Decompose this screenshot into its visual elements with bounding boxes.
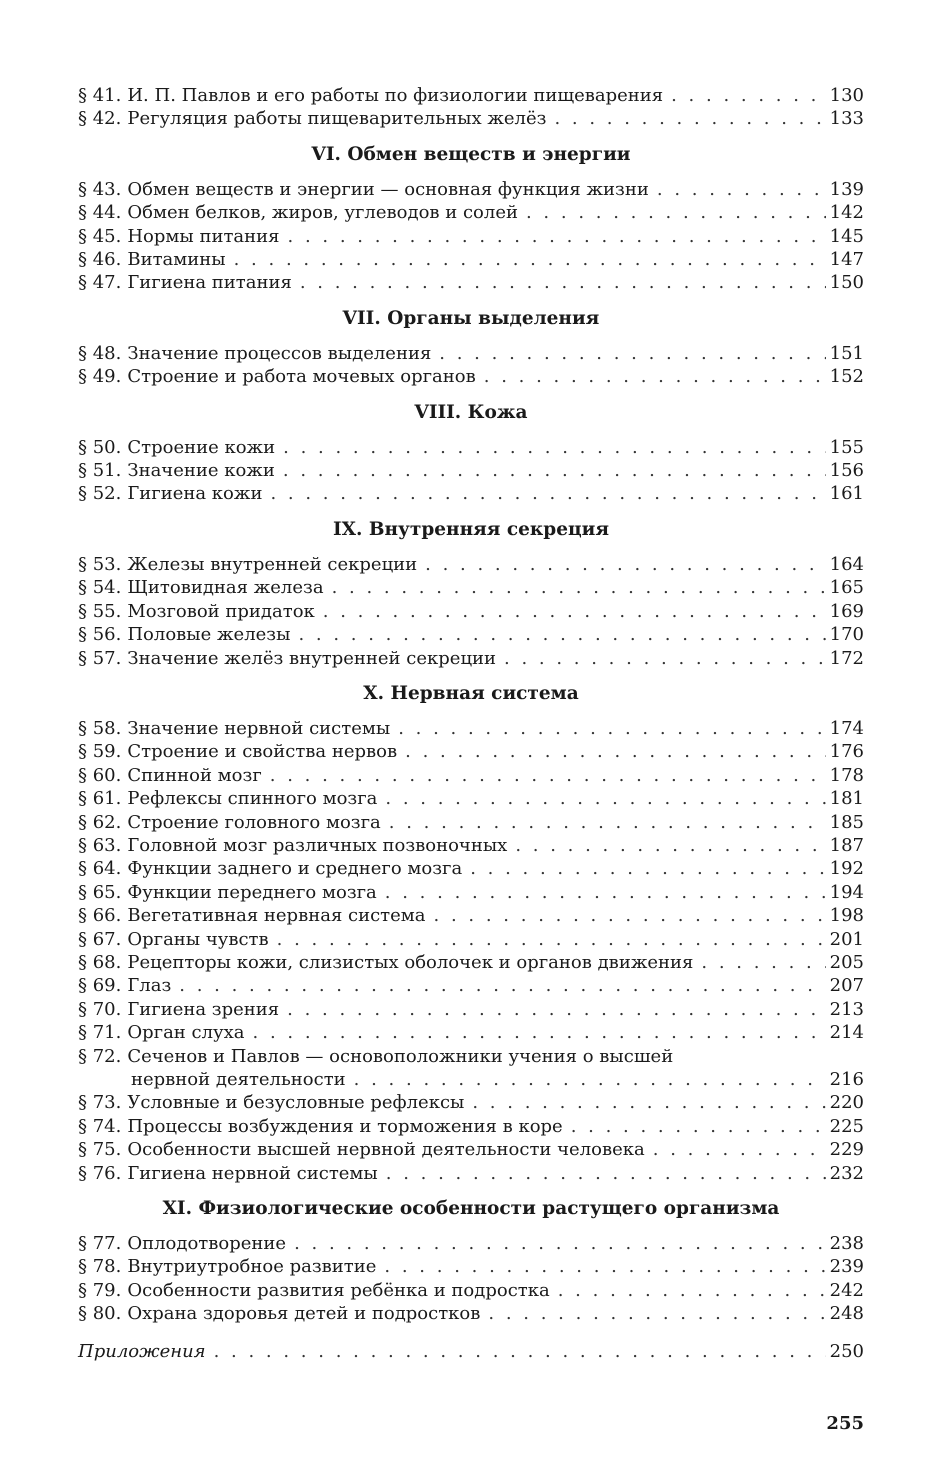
toc-entry[interactable] (78, 717, 864, 740)
entry-page: 207 (829, 975, 864, 997)
dot-leader (294, 1232, 826, 1255)
toc-entry[interactable] (78, 1255, 864, 1278)
entry-number: § 59. (78, 741, 122, 763)
entry-page: 170 (829, 624, 864, 646)
toc-entry[interactable] (78, 1138, 864, 1161)
toc-entry[interactable] (78, 857, 864, 880)
entry-number: § 62. (78, 811, 122, 833)
entry-page: 201 (829, 928, 864, 950)
entry-title: Значение кожи (127, 460, 275, 482)
toc-entry[interactable] (78, 201, 864, 224)
toc-entry[interactable] (78, 1302, 864, 1325)
entry-number: § 55. (78, 600, 122, 622)
entry-number: § 60. (78, 764, 122, 786)
toc-entry[interactable] (78, 764, 864, 787)
entry-title: Особенности высшей нервной деятельности человека (127, 1139, 645, 1161)
entry-page: 229 (829, 1139, 864, 1161)
entry-number: § 79. (78, 1279, 122, 1301)
entry-number: § 51. (78, 460, 122, 482)
toc-entry[interactable] (78, 904, 864, 927)
entry-number: § 57. (78, 647, 122, 669)
dot-leader (277, 928, 826, 951)
dot-leader (488, 1302, 825, 1325)
toc-entry[interactable] (78, 107, 864, 130)
toc-entry[interactable] (78, 84, 864, 107)
entry-number: § 74. (78, 1115, 122, 1137)
entry-title: Вегетативная нервная система (127, 905, 426, 927)
toc-entry[interactable] (78, 482, 864, 505)
toc-entry[interactable] (78, 178, 864, 201)
entry-title: Глаз (127, 975, 172, 997)
entry-title: Значение желёз внутренней секреции (127, 647, 497, 669)
entry-title: Строение кожи (127, 436, 276, 458)
dot-leader (701, 951, 825, 974)
section-title: VI. Обмен веществ и энергии (311, 143, 631, 165)
toc-entry[interactable] (78, 459, 864, 482)
toc-entry[interactable] (78, 951, 864, 974)
entry-number: § 49. (78, 366, 122, 388)
entry-number: § 72. (78, 1045, 122, 1067)
dot-leader (425, 553, 826, 576)
dot-leader (214, 1340, 826, 1363)
entry-page: 239 (829, 1256, 864, 1278)
dot-leader (472, 1091, 825, 1114)
entry-title: Рецепторы кожи, слизистых оболочек и органов движения (127, 951, 694, 973)
section-title: IX. Внутренняя секреция (332, 518, 610, 540)
appendix-page: 250 (829, 1340, 864, 1362)
spacer (78, 1326, 864, 1340)
toc-entry[interactable] (78, 740, 864, 763)
dot-leader (253, 1021, 826, 1044)
entry-title: Внутриутробное развитие (127, 1256, 377, 1278)
dot-leader (434, 904, 826, 927)
dot-leader (504, 647, 826, 670)
dot-leader (298, 623, 825, 646)
table-of-contents (78, 84, 864, 1363)
entry-number: § 73. (78, 1092, 122, 1114)
entry-page: 152 (829, 366, 864, 388)
toc-entry[interactable] (78, 647, 864, 670)
entry-page: 205 (829, 951, 864, 973)
entry-page: 214 (829, 1022, 864, 1044)
entry-page: 242 (829, 1279, 864, 1301)
dot-leader (354, 1068, 826, 1091)
entry-number: § 76. (78, 1162, 122, 1184)
entry-title: Мозговой придаток (127, 600, 315, 622)
entry-page: 169 (829, 600, 864, 622)
entry-title: Строение и работа мочевых органов (127, 366, 476, 388)
dot-leader (470, 857, 825, 880)
entry-number: § 52. (78, 483, 122, 505)
entry-title: Функции заднего и среднего мозга (127, 858, 463, 880)
entry-title: Орган слуха (127, 1022, 245, 1044)
dot-leader (287, 998, 825, 1021)
entry-number: § 64. (78, 858, 122, 880)
entry-page: 178 (829, 764, 864, 786)
section-title: VII. Органы выделения (342, 307, 600, 329)
entry-title: Гигиена нервной системы (127, 1162, 378, 1184)
page-number: 255 (826, 1413, 864, 1434)
entry-title-continuation: нервной деятельности (131, 1069, 346, 1090)
dot-leader (571, 1115, 826, 1138)
entry-number: § 70. (78, 998, 122, 1020)
dot-leader (439, 342, 825, 365)
entry-title: Строение головного мозга (127, 811, 381, 833)
toc-entry[interactable] (78, 998, 864, 1021)
entry-title: Щитовидная железа (127, 577, 324, 599)
entry-title: Половые железы (127, 624, 291, 646)
toc-entry[interactable] (78, 787, 864, 810)
entry-title: Значение нервной системы (127, 717, 391, 739)
dot-leader (386, 1162, 826, 1185)
entry-page: 194 (829, 881, 864, 903)
dot-leader (385, 787, 825, 810)
dot-leader (515, 834, 825, 857)
entry-title: Витамины (127, 249, 226, 271)
toc-entry[interactable] (78, 342, 864, 365)
entry-number: § 61. (78, 788, 122, 810)
entry-page: 176 (829, 741, 864, 763)
dot-leader (389, 811, 826, 834)
dot-leader (554, 107, 825, 130)
entry-number: § 41. (78, 85, 122, 106)
entry-title: Оплодотворение (127, 1233, 287, 1255)
entry-number: § 42. (78, 108, 122, 130)
toc-entry[interactable] (78, 881, 864, 904)
appendix-title: Приложения (78, 1340, 206, 1362)
entry-page: 238 (829, 1233, 864, 1255)
entry-page: 151 (829, 342, 864, 364)
entry-title: Строение и свойства нервов (127, 741, 398, 763)
entry-number: § 48. (78, 342, 122, 364)
entry-page: 164 (829, 553, 864, 575)
entry-page: 139 (829, 178, 864, 200)
entry-number: § 71. (78, 1022, 122, 1044)
entry-title: Процессы возбуждения и торможения в коре (127, 1115, 563, 1137)
dot-leader (283, 459, 826, 482)
entry-number: § 78. (78, 1256, 122, 1278)
entry-number: § 56. (78, 624, 122, 646)
entry-title: Охрана здоровья детей и подростков (127, 1303, 481, 1325)
entry-number: § 58. (78, 717, 122, 739)
dot-leader (653, 1138, 826, 1161)
entry-page: 216 (829, 1069, 864, 1090)
toc-entry[interactable] (78, 365, 864, 388)
toc-entry[interactable] (78, 623, 864, 646)
dot-leader (657, 178, 826, 201)
entry-number: § 68. (78, 951, 122, 973)
entry-page: 232 (829, 1162, 864, 1184)
entry-page: 248 (829, 1303, 864, 1325)
entry-title: Гигиена питания (127, 272, 292, 294)
entry-title: Гигиена кожи (127, 483, 263, 505)
dot-leader (398, 717, 825, 740)
entry-title: Железы внутренней секреции (127, 553, 418, 575)
dot-leader (234, 248, 826, 271)
entry-page: 145 (829, 225, 864, 247)
entry-page: 155 (829, 436, 864, 458)
dot-leader (332, 576, 826, 599)
entry-number: § 46. (78, 249, 122, 271)
entry-number: § 77. (78, 1233, 122, 1255)
dot-leader (323, 600, 826, 623)
toc-entry[interactable] (78, 1232, 864, 1255)
toc-entry[interactable] (78, 1162, 864, 1185)
entry-title: Функции переднего мозга (127, 881, 377, 903)
entry-title: Нормы питания (127, 225, 280, 247)
toc-entry[interactable] (78, 811, 864, 834)
entry-page: 150 (829, 272, 864, 294)
section-title: X. Нервная система (363, 682, 579, 704)
dot-leader (300, 271, 826, 294)
toc-entry[interactable] (78, 553, 864, 576)
entry-title: Условные и безусловные рефлексы (127, 1092, 465, 1114)
toc-entry[interactable] (78, 248, 864, 271)
entry-page: 225 (829, 1115, 864, 1137)
entry-page: 213 (829, 998, 864, 1020)
entry-number: § 43. (78, 178, 122, 200)
entry-page: 185 (829, 811, 864, 833)
entry-title: Обмен веществ и энергии — основная функция жизни (127, 178, 649, 200)
toc-entry[interactable] (78, 576, 864, 599)
entry-page: 161 (829, 483, 864, 505)
dot-leader (526, 201, 826, 224)
dot-leader (385, 881, 826, 904)
entry-page: 147 (829, 249, 864, 271)
toc-entry[interactable] (78, 928, 864, 951)
entry-number: § 47. (78, 272, 122, 294)
toc-entry[interactable] (78, 436, 864, 459)
dot-leader (384, 1255, 825, 1278)
dot-leader (179, 974, 825, 997)
dot-leader (270, 764, 826, 787)
entry-title: Гигиена зрения (127, 998, 280, 1020)
entry-title: И. П. Павлов и его работы по физиологии пищеварения (127, 85, 664, 106)
toc-entry[interactable] (78, 1021, 864, 1044)
dot-leader (484, 365, 826, 388)
entry-page: 198 (829, 905, 864, 927)
entry-number: § 54. (78, 577, 122, 599)
entry-title: Обмен белков, жиров, углеводов и солей (127, 202, 518, 224)
entry-page: 181 (829, 788, 864, 810)
entry-number: § 69. (78, 975, 122, 997)
entry-page: 174 (829, 717, 864, 739)
dot-leader (671, 84, 826, 107)
toc-entry[interactable] (78, 1115, 864, 1138)
dot-leader (288, 225, 826, 248)
entry-number: § 53. (78, 553, 122, 575)
entry-page: 142 (829, 202, 864, 224)
toc-entry[interactable] (78, 271, 864, 294)
entry-number: § 80. (78, 1303, 122, 1325)
entry-number: § 50. (78, 436, 122, 458)
entry-title: Значение процессов выделения (127, 342, 432, 364)
entry-page: 220 (829, 1092, 864, 1114)
entry-title: Регуляция работы пищеварительных желёз (127, 108, 547, 130)
entry-page: 187 (829, 834, 864, 856)
entry-title: Органы чувств (127, 928, 269, 950)
toc-entry[interactable] (78, 225, 864, 248)
entry-title: Сеченов и Павлов — основоположники учения о высшей (127, 1045, 674, 1067)
entry-number: § 67. (78, 928, 122, 950)
entry-title: Особенности развития ребёнка и подростка (127, 1279, 550, 1301)
dot-leader (270, 482, 825, 505)
dot-leader (405, 740, 826, 763)
entry-page: 133 (829, 108, 864, 130)
entry-page: 192 (829, 858, 864, 880)
entry-number: § 63. (78, 834, 122, 856)
dot-leader (558, 1279, 826, 1302)
entry-page: 172 (829, 647, 864, 669)
dot-leader (283, 436, 826, 459)
toc-entry[interactable] (78, 1045, 864, 1092)
entry-page: 156 (829, 460, 864, 482)
entry-number: § 75. (78, 1139, 122, 1161)
entry-title: Головной мозг различных позвоночных (127, 834, 508, 856)
entry-number: § 44. (78, 202, 122, 224)
entry-number: § 66. (78, 905, 122, 927)
appendix-entry[interactable] (78, 1340, 864, 1363)
entry-page: 130 (829, 85, 864, 106)
section-title: XI. Физиологические особенности растущего организма (162, 1198, 780, 1220)
entry-title: Спинной мозг (127, 764, 262, 786)
entry-number: § 65. (78, 881, 122, 903)
section-title: VIII. Кожа (414, 401, 528, 423)
entry-number: § 45. (78, 225, 122, 247)
toc-entry[interactable] (78, 974, 864, 997)
entry-title: Рефлексы спинного мозга (127, 788, 378, 810)
toc-entry[interactable] (78, 834, 864, 857)
toc-entry[interactable] (78, 600, 864, 623)
toc-entry[interactable] (78, 1091, 864, 1114)
entry-page: 165 (829, 577, 864, 599)
toc-entry[interactable] (78, 1279, 864, 1302)
